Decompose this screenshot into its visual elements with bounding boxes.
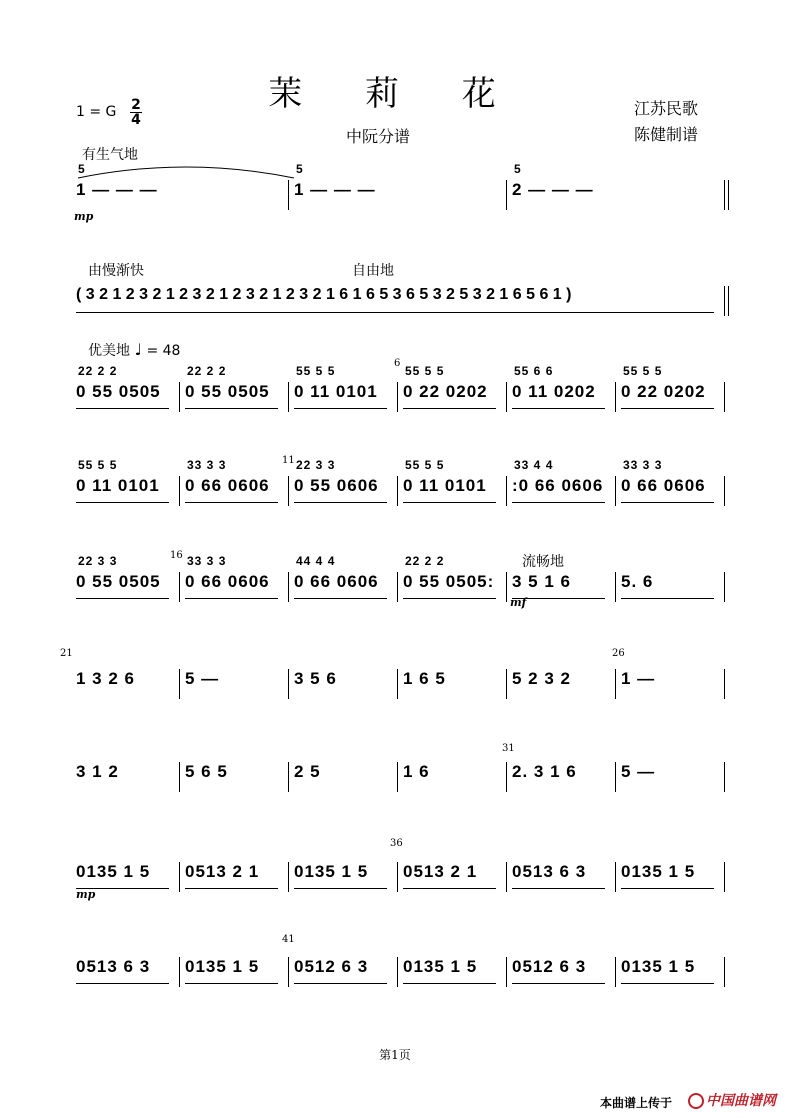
quarter-note-icon: ♩ [134, 340, 142, 359]
barline [506, 957, 507, 987]
upper-voice: 22 3 3 [296, 458, 336, 472]
site-logo [688, 1090, 776, 1110]
credit-arranger: 陈健制谱 [634, 125, 699, 144]
barline [724, 286, 725, 316]
notes: 0135 1 5 [621, 957, 696, 976]
beam-line [512, 888, 605, 889]
beam-line [185, 888, 278, 889]
beam-line [403, 408, 496, 409]
measure [399, 858, 508, 898]
barline [397, 476, 398, 506]
time-signature [130, 98, 142, 127]
upper-voice: 55 5 5 [405, 458, 445, 472]
barline [397, 762, 398, 792]
barline [179, 382, 180, 412]
measure [508, 458, 617, 512]
upper-voice: 5 [78, 162, 86, 176]
beam-line [294, 502, 387, 503]
notes: 2 5 [294, 762, 321, 781]
measure-number: 21 [60, 648, 73, 659]
staff-system [72, 162, 726, 216]
notes: 0 11 0101 [76, 476, 160, 495]
measure [181, 953, 290, 993]
notes: :0 66 0606 [512, 476, 604, 495]
barline [506, 180, 507, 210]
key-signature: 1 = G [76, 104, 117, 120]
beam-line [76, 983, 169, 984]
notes: 0 55 0505 [185, 382, 270, 401]
measure [399, 458, 508, 512]
notes: 0135 1 5 [403, 957, 478, 976]
notes: 1 — — — [294, 180, 376, 199]
beam-line [403, 983, 496, 984]
measure [72, 162, 290, 216]
upper-voice: 5 [296, 162, 304, 176]
upper-voice: 22 2 2 [78, 364, 118, 378]
barline [615, 862, 616, 892]
barline [615, 669, 616, 699]
beam-line [403, 502, 496, 503]
beam-line [621, 502, 714, 503]
notes: 0135 1 5 [621, 862, 696, 881]
barline [288, 762, 289, 792]
barline [397, 572, 398, 602]
measure-number: 6 [394, 358, 401, 369]
barline [724, 180, 725, 210]
notes: 0 22 0202 [621, 382, 706, 401]
notes: 0 66 0606 [621, 476, 706, 495]
dynamic-mf: mf [510, 596, 527, 609]
notes: 0 11 0101 [294, 382, 378, 401]
site-logo-text: 中国曲谱网 [706, 1093, 776, 1109]
notes: 0 66 0606 [185, 572, 270, 591]
direction-accel: 由慢渐快 [88, 263, 144, 279]
barline [724, 572, 725, 602]
upper-voice: 55 5 5 [623, 364, 663, 378]
barline [288, 476, 289, 506]
measure [181, 758, 290, 798]
measure-number: 41 [282, 934, 295, 945]
measure-number: 36 [390, 838, 403, 849]
barline [506, 862, 507, 892]
measure-number: 31 [502, 743, 515, 754]
barline [615, 382, 616, 412]
upper-voice: 33 3 3 [187, 554, 227, 568]
notes: 0 55 0606 [294, 476, 379, 495]
direction-flowing: 流畅地 [522, 554, 564, 570]
score-subtitle: 中阮分谱 [346, 127, 411, 146]
measure [399, 953, 508, 993]
notes: 0 11 0202 [512, 382, 596, 401]
measure [290, 554, 399, 608]
notes: 5 2 3 2 [512, 669, 571, 688]
upper-voice: 33 3 3 [623, 458, 663, 472]
barline [506, 572, 507, 602]
measure [399, 554, 508, 608]
measure [508, 858, 617, 898]
barline [615, 572, 616, 602]
measure [72, 364, 181, 418]
dynamic-mp1: mp [74, 210, 94, 223]
beam-line [621, 408, 714, 409]
barline [179, 762, 180, 792]
notes: 1 — — — [76, 180, 158, 199]
beam-line [76, 598, 169, 599]
barline [397, 862, 398, 892]
barline [288, 669, 289, 699]
staff-system [72, 858, 726, 898]
direction-graceful [88, 340, 180, 360]
page-number: 第1页 [379, 1048, 411, 1062]
beam-line [294, 888, 387, 889]
credit-origin: 江苏民歌 [634, 99, 699, 118]
notes: 0512 6 3 [512, 957, 587, 976]
barline [179, 572, 180, 602]
beam-line [621, 983, 714, 984]
notes: 1 3 2 6 [76, 669, 135, 688]
staff-system [72, 458, 726, 512]
upper-voice: 22 3 3 [78, 554, 118, 568]
notes: 0513 2 1 [403, 862, 478, 881]
measure [399, 758, 508, 798]
beam-line [185, 502, 278, 503]
measure-number: 11 [282, 455, 295, 466]
notes: 0513 6 3 [76, 957, 151, 976]
beam-line [512, 408, 605, 409]
measure [399, 364, 508, 418]
time-signature-top: 2 [131, 97, 141, 113]
dynamic-mp2: mp [76, 888, 96, 901]
notes: 3 1 2 [76, 762, 119, 781]
notes: 0 66 0606 [294, 572, 379, 591]
notes: 0135 1 5 [185, 957, 260, 976]
barline [397, 382, 398, 412]
measure [508, 758, 617, 798]
barline [179, 862, 180, 892]
beam-line [512, 502, 605, 503]
barline [397, 957, 398, 987]
measure [617, 665, 726, 705]
barline [615, 476, 616, 506]
barline [724, 862, 725, 892]
measure [72, 758, 181, 798]
barline [288, 382, 289, 412]
upper-voice: 55 5 5 [78, 458, 118, 472]
notes: 0 55 0505 [76, 382, 161, 401]
barline [724, 669, 725, 699]
measure [508, 953, 617, 993]
measure [290, 458, 399, 512]
measure [181, 458, 290, 512]
measure [290, 162, 508, 216]
upper-voice: 22 2 2 [187, 364, 227, 378]
notes: 0 22 0202 [403, 382, 488, 401]
barline [506, 476, 507, 506]
measure [181, 554, 290, 608]
barline [506, 382, 507, 412]
beam-line [185, 983, 278, 984]
barline [288, 180, 289, 210]
beam-line [76, 312, 714, 313]
measure [290, 858, 399, 898]
barline [506, 669, 507, 699]
barline [288, 957, 289, 987]
barline [724, 762, 725, 792]
barline [397, 669, 398, 699]
measure [508, 364, 617, 418]
barline [724, 957, 725, 987]
barline [288, 862, 289, 892]
barline [724, 476, 725, 506]
measure [72, 665, 181, 705]
site-logo-mark-icon [688, 1093, 704, 1109]
barline [615, 957, 616, 987]
upper-voice: 22 2 2 [405, 554, 445, 568]
notes: 0 55 0505: [403, 572, 495, 591]
notes: 0 55 0505 [76, 572, 161, 591]
notes: 5. 6 [621, 572, 654, 591]
staff-system [72, 758, 726, 798]
beam-line [294, 408, 387, 409]
barline [728, 180, 729, 210]
direction-graceful-label: 优美地 [88, 343, 130, 359]
notes: 1 — [621, 669, 656, 688]
notes: 5 — [621, 762, 656, 781]
measure-number: 26 [612, 648, 625, 659]
upper-voice: 5 [514, 162, 522, 176]
upper-voice: 55 5 5 [296, 364, 336, 378]
measure [72, 458, 181, 512]
upper-voice: 55 6 6 [514, 364, 554, 378]
measure [72, 953, 181, 993]
upper-voice: 55 5 5 [405, 364, 445, 378]
measure [290, 364, 399, 418]
barline [615, 762, 616, 792]
beam-line [512, 983, 605, 984]
notes: 5 — [185, 669, 220, 688]
beam-line [403, 888, 496, 889]
direction-lively: 有生气地 [82, 147, 138, 163]
upload-note: 本曲谱上传于 [600, 1096, 673, 1110]
notes: 0513 6 3 [512, 862, 587, 881]
score-title: 茉 莉 花 [268, 74, 522, 114]
notes: 0135 1 5 [76, 862, 151, 881]
beam-line [621, 598, 714, 599]
measure [617, 458, 726, 512]
notes: 3 5 6 [294, 669, 337, 688]
measure [617, 568, 726, 608]
measure [399, 665, 508, 705]
measure [617, 858, 726, 898]
measure [617, 364, 726, 418]
measure [290, 953, 399, 993]
beam-line [294, 983, 387, 984]
notes: 1 6 [403, 762, 430, 781]
measure [508, 665, 617, 705]
measure [72, 282, 726, 322]
notes: 0513 2 1 [185, 862, 260, 881]
upper-voice: 33 4 4 [514, 458, 554, 472]
notes: 0135 1 5 [294, 862, 369, 881]
notes: ( 3 2 1 2 3 2 1 2 3 2 1 2 3 2 1 2 3 2 1 6 1 6 5 3 6 5 3 2 5 3 2 1 6 5 6 1 ) [76, 286, 572, 303]
staff-system [72, 364, 726, 418]
measure [290, 665, 399, 705]
beam-line [621, 888, 714, 889]
measure [181, 665, 290, 705]
direction-free: 自由地 [352, 263, 394, 279]
measure [290, 758, 399, 798]
beam-line [76, 502, 169, 503]
notes: 5 6 5 [185, 762, 228, 781]
notes: 0 66 0606 [185, 476, 270, 495]
measure-number: 16 [170, 550, 183, 561]
beam-line [294, 598, 387, 599]
measure [181, 364, 290, 418]
notes: 3 5 1 6 [512, 572, 571, 591]
beam-line [185, 408, 278, 409]
tempo-value: = 48 [146, 343, 181, 359]
beam-line [403, 598, 496, 599]
staff-system [72, 282, 726, 322]
tie-arc [76, 160, 316, 180]
barline [179, 957, 180, 987]
notes: 0 11 0101 [403, 476, 487, 495]
notes: 0512 6 3 [294, 957, 369, 976]
barline [724, 382, 725, 412]
barline [728, 286, 729, 316]
measure [508, 162, 726, 216]
upper-voice: 33 3 3 [187, 458, 227, 472]
notes: 2. 3 1 6 [512, 762, 577, 781]
barline [506, 762, 507, 792]
measure [617, 758, 726, 798]
time-signature-bottom: 4 [131, 112, 141, 128]
measure [617, 953, 726, 993]
barline [179, 669, 180, 699]
staff-system [72, 665, 726, 705]
beam-line [185, 598, 278, 599]
upper-voice: 44 4 4 [296, 554, 336, 568]
beam-line [76, 408, 169, 409]
staff-system [72, 953, 726, 993]
notes: 1 6 5 [403, 669, 446, 688]
barline [179, 476, 180, 506]
measure [181, 858, 290, 898]
notes: 2 — — — [512, 180, 594, 199]
barline [288, 572, 289, 602]
